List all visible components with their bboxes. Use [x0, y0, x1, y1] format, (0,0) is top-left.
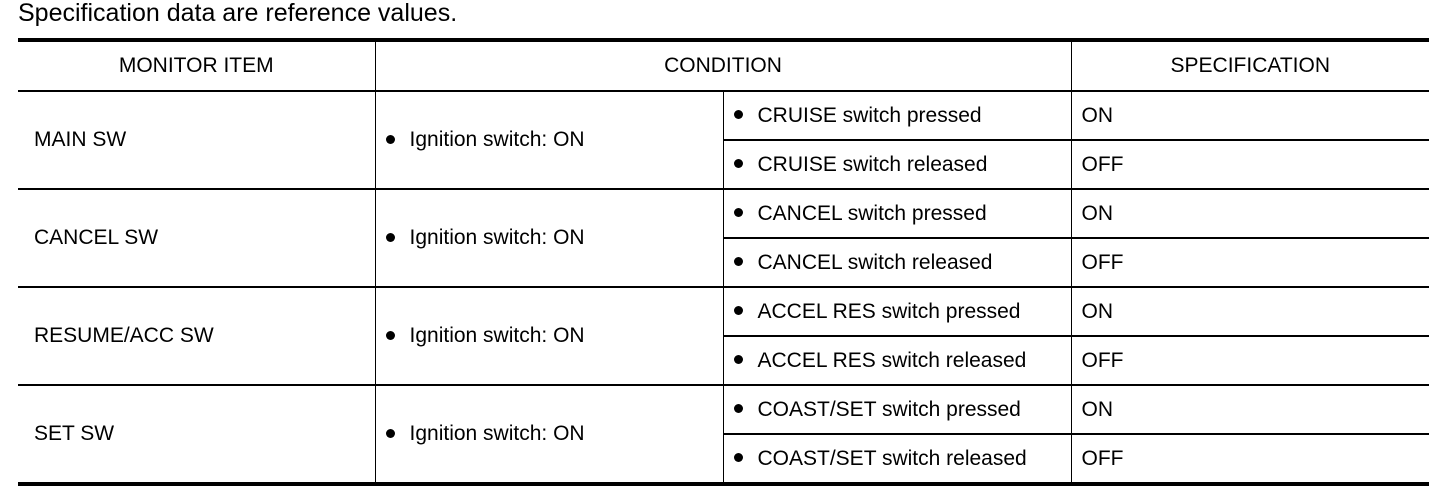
bullet-icon	[386, 429, 395, 438]
monitor-item-cell: SET SW	[18, 385, 375, 484]
sub-condition-cell	[723, 238, 1071, 287]
specification-cell: OFF	[1071, 434, 1429, 484]
header-monitor-item: MONITOR ITEM	[18, 40, 375, 91]
specification-table	[18, 38, 1429, 486]
sub-condition-cell	[723, 287, 1071, 336]
sub-condition-cell	[723, 385, 1071, 434]
table-header-row	[18, 40, 1429, 91]
sub-condition-cell	[723, 140, 1071, 189]
header-specification: SPECIFICATION	[1071, 40, 1429, 91]
sub-condition-text: ACCEL RES switch pressed	[757, 299, 1021, 323]
sub-condition-text: ACCEL RES switch released	[757, 348, 1027, 372]
bullet-icon	[386, 233, 395, 242]
bullet-icon	[734, 355, 743, 364]
bullet-icon	[386, 135, 395, 144]
table-caption: Specification data are reference values.	[18, 0, 458, 27]
condition-text: Ignition switch: ON	[409, 422, 585, 445]
condition-cell	[375, 287, 723, 385]
sub-condition-cell	[723, 189, 1071, 238]
sub-condition-cell	[723, 434, 1071, 484]
specification-cell: OFF	[1071, 238, 1429, 287]
sub-condition-text: CANCEL switch pressed	[757, 201, 987, 225]
bullet-icon	[734, 404, 743, 413]
condition-cell	[375, 91, 723, 189]
table-row	[18, 287, 1429, 336]
specification-cell: OFF	[1071, 336, 1429, 385]
bullet-icon	[734, 208, 743, 217]
monitor-item-cell: RESUME/ACC SW	[18, 287, 375, 385]
condition-text: Ignition switch: ON	[409, 226, 585, 249]
specification-cell: ON	[1071, 91, 1429, 140]
bullet-icon	[386, 331, 395, 340]
header-condition: CONDITION	[375, 40, 1071, 91]
sub-condition-text: COAST/SET switch pressed	[757, 397, 1021, 421]
sub-condition-cell	[723, 91, 1071, 140]
sub-condition-text: CRUISE switch pressed	[757, 103, 982, 127]
table-row	[18, 385, 1429, 434]
condition-text: Ignition switch: ON	[409, 324, 585, 347]
specification-cell: ON	[1071, 189, 1429, 238]
bullet-icon	[734, 257, 743, 266]
bullet-icon	[734, 159, 743, 168]
table-row	[18, 189, 1429, 238]
sub-condition-text: CRUISE switch released	[757, 152, 988, 176]
bullet-icon	[734, 453, 743, 462]
condition-cell	[375, 189, 723, 287]
specification-cell: OFF	[1071, 140, 1429, 189]
monitor-item-cell: MAIN SW	[18, 91, 375, 189]
specification-cell: ON	[1071, 287, 1429, 336]
condition-cell	[375, 385, 723, 484]
table-row	[18, 91, 1429, 140]
sub-condition-text: COAST/SET switch released	[757, 446, 1027, 470]
specification-cell: ON	[1071, 385, 1429, 434]
bullet-icon	[734, 306, 743, 315]
bullet-icon	[734, 110, 743, 119]
condition-text: Ignition switch: ON	[409, 128, 585, 151]
sub-condition-cell	[723, 336, 1071, 385]
monitor-item-cell: CANCEL SW	[18, 189, 375, 287]
sub-condition-text: CANCEL switch released	[757, 250, 993, 274]
